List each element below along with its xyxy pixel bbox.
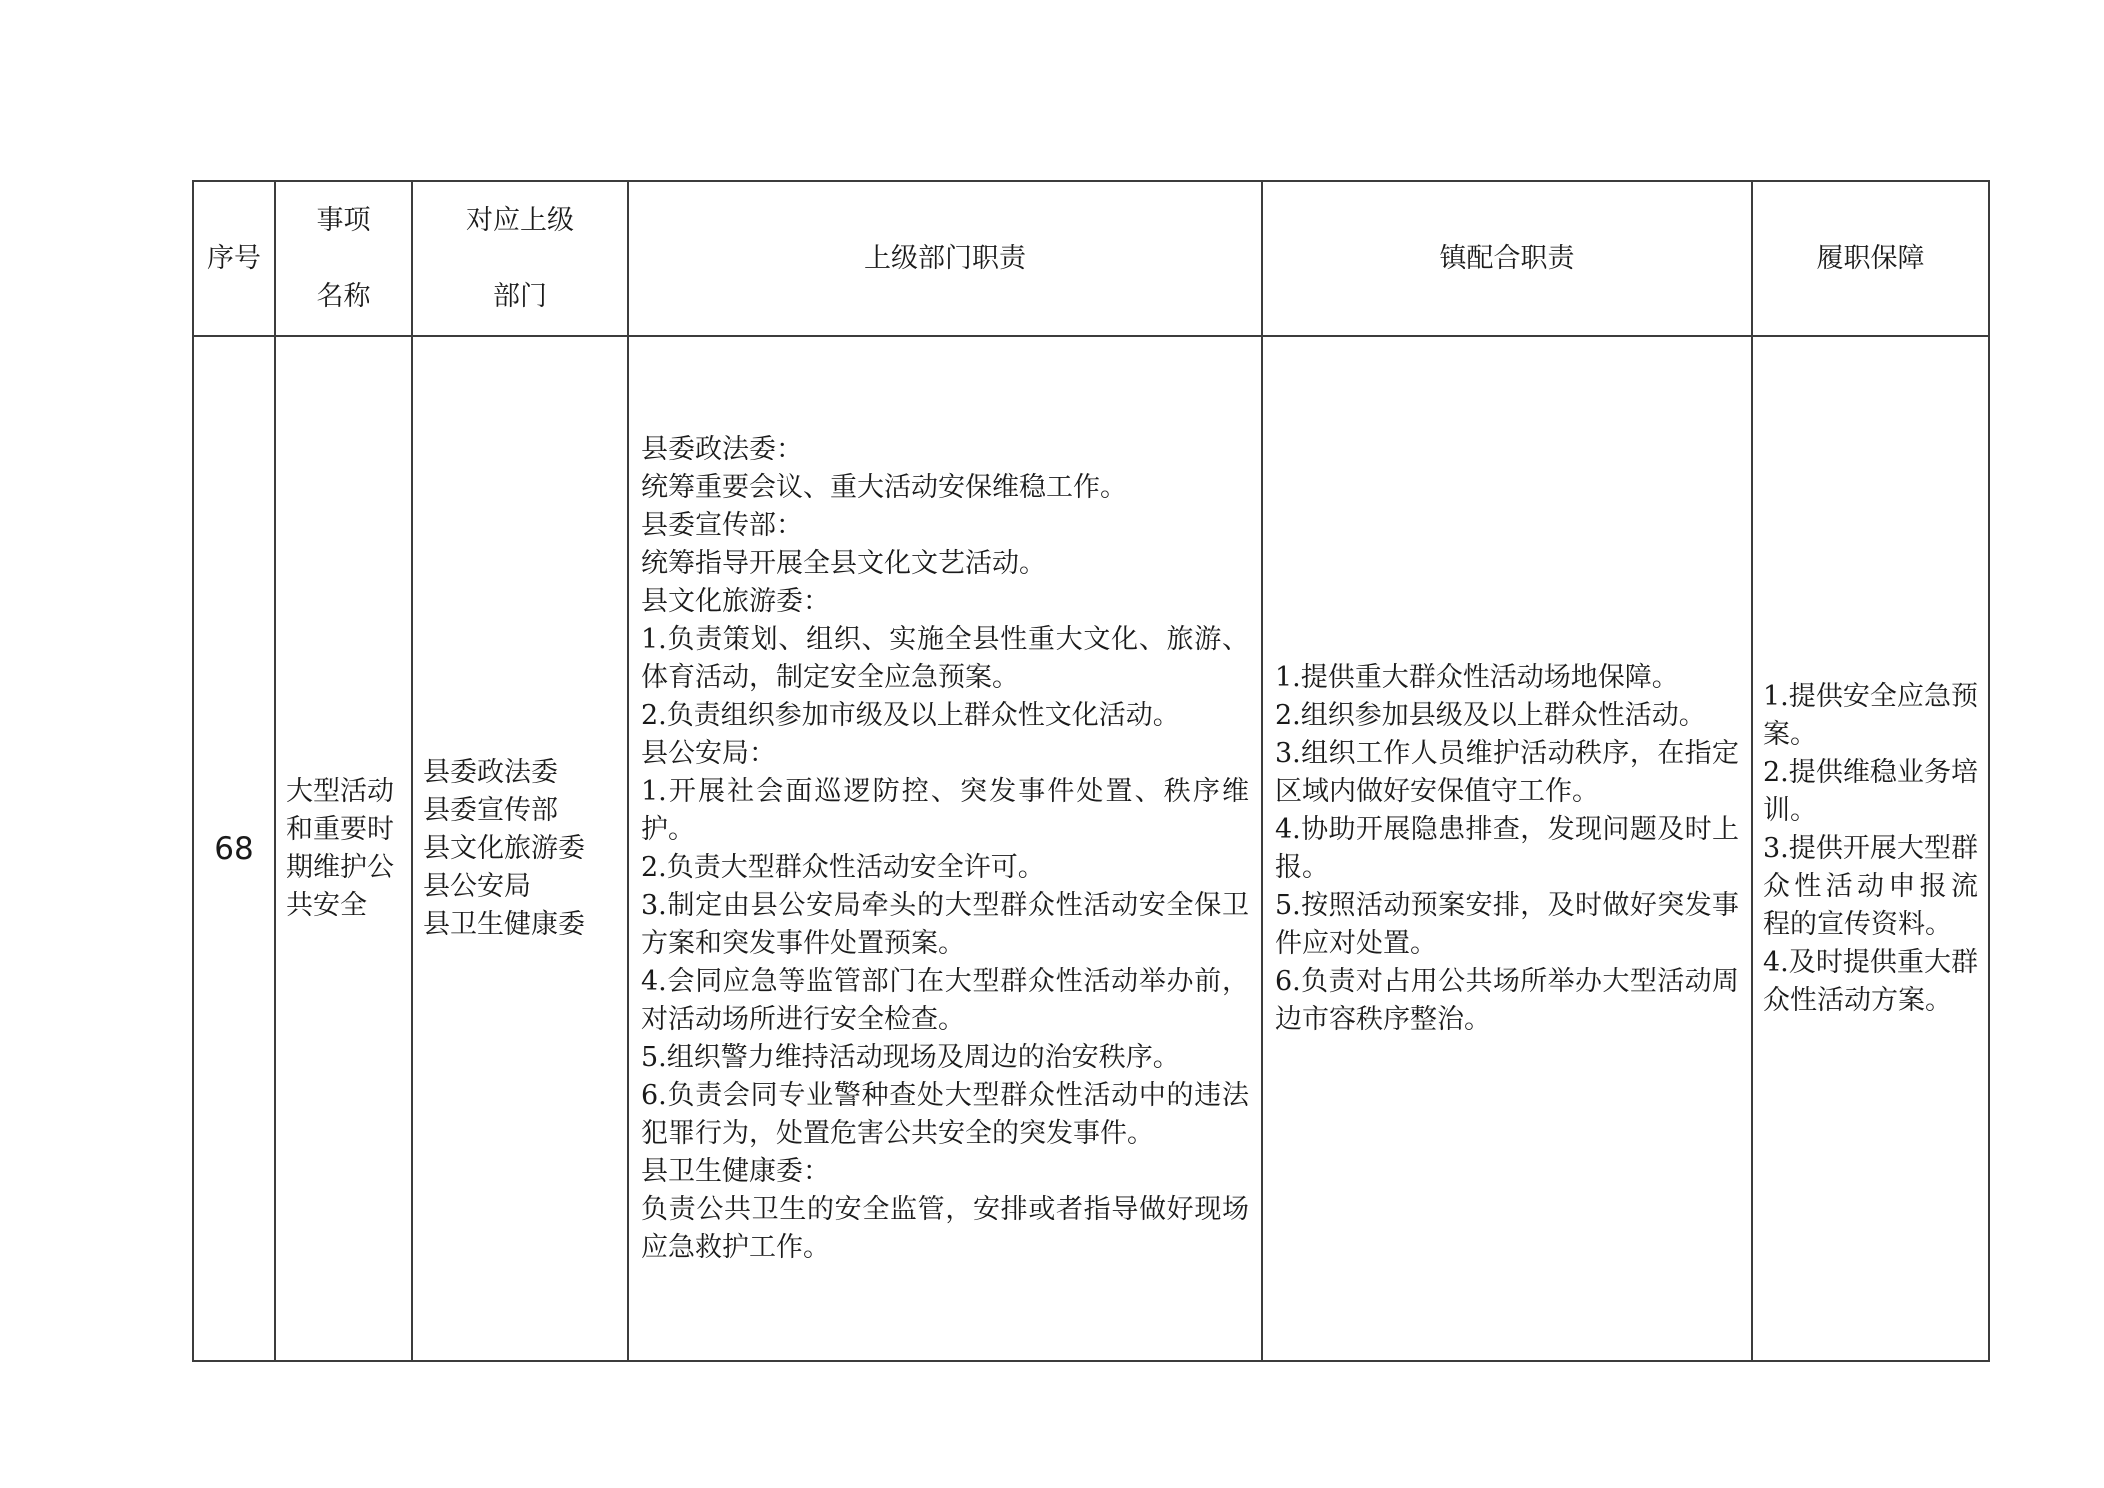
duty-paragraph: 3.制定由县公安局牵头的大型群众性活动安全保卫方案和突发事件处置预案。 [641, 889, 1249, 959]
item-name-text: 大型活动和重要时期维护公共安全 [286, 775, 394, 921]
town-duty-paragraph: 6.负责对占用公共场所举办大型活动周边市容秩序整治。 [1275, 965, 1739, 1035]
item-name-col-header [274, 182, 411, 337]
department-name: 县卫生健康委 [423, 908, 585, 940]
duty-guarantee-col-header [1751, 182, 1988, 337]
duty-guarantee-cell [1751, 337, 1988, 1360]
town-duty-paragraph: 2.组织参加县级及以上群众性活动。 [1275, 699, 1706, 731]
department-name: 县委政法委 [423, 756, 558, 788]
town-cooperation-duties-col-header [1261, 182, 1751, 337]
item-name-cell [274, 337, 411, 1360]
serial-number: 68 [214, 830, 254, 867]
duty-paragraph: 县卫生健康委： [641, 1155, 830, 1187]
town-cooperation-duties-cell [1261, 337, 1751, 1360]
duty-paragraph: 县公安局： [641, 737, 776, 769]
department-name: 县文化旅游委 [423, 832, 585, 864]
header-line: 上级部门职责 [864, 242, 1026, 274]
duty-paragraph: 2.负责组织参加市级及以上群众性文化活动。 [641, 699, 1180, 731]
town-duty-paragraph: 1.提供重大群众性活动场地保障。 [1275, 661, 1679, 693]
department-name: 县委宣传部 [423, 794, 558, 826]
town-duty-paragraph: 3.组织工作人员维护活动秩序，在指定区域内做好安保值守工作。 [1275, 737, 1739, 807]
duty-paragraph: 6.负责会同专业警种查处大型群众性活动中的违法犯罪行为，处置危害公共安全的突发事件。 [641, 1079, 1249, 1149]
superior-dept-duties-cell [627, 337, 1261, 1360]
header-line: 名称 [316, 280, 371, 312]
superior-dept-col-header [411, 182, 627, 337]
guarantee-paragraph: 2.提供维稳业务培训。 [1763, 756, 1978, 826]
duty-paragraph: 县委政法委： [641, 433, 803, 465]
duty-paragraph: 统筹指导开展全县文化文艺活动。 [641, 547, 1046, 579]
town-duty-paragraph: 4.协助开展隐患排查，发现问题及时上报。 [1275, 813, 1739, 883]
header-line: 履职保障 [1816, 242, 1925, 274]
guarantee-paragraph: 1.提供安全应急预案。 [1763, 680, 1978, 750]
duty-paragraph: 负责公共卫生的安全监管，安排或者指导做好现场应急救护工作。 [641, 1193, 1249, 1263]
header-line: 部门 [493, 280, 547, 312]
guarantee-paragraph: 3.提供开展大型群众性活动申报流程的宣传资料。 [1763, 832, 1978, 940]
serial-cell [194, 337, 274, 1360]
header-line: 对应上级 [466, 204, 574, 236]
duty-paragraph: 县文化旅游委： [641, 585, 830, 617]
duty-paragraph: 1.开展社会面巡逻防控、突发事件处置、秩序维护。 [641, 775, 1249, 845]
superior-dept-duties-col-header [627, 182, 1261, 337]
guarantee-paragraph: 4.及时提供重大群众性活动方案。 [1763, 946, 1978, 1016]
department-name: 县公安局 [423, 870, 531, 902]
town-duty-paragraph: 5.按照活动预案安排，及时做好突发事件应对处置。 [1275, 889, 1739, 959]
serial-col-header [194, 182, 274, 337]
responsibility-table [192, 180, 1990, 1362]
duty-paragraph: 1.负责策划、组织、实施全县性重大文化、旅游、体育活动，制定安全应急预案。 [641, 623, 1249, 693]
header-line: 镇配合职责 [1439, 242, 1575, 274]
duty-paragraph: 5.组织警力维持活动现场及周边的治安秩序。 [641, 1041, 1180, 1073]
duty-paragraph: 统筹重要会议、重大活动安保维稳工作。 [641, 471, 1127, 503]
duty-paragraph: 县委宣传部： [641, 509, 803, 541]
duty-paragraph: 2.负责大型群众性活动安全许可。 [641, 851, 1045, 883]
duty-paragraph: 4.会同应急等监管部门在大型群众性活动举办前，对活动场所进行安全检查。 [641, 965, 1249, 1035]
header-line: 事项 [316, 204, 371, 236]
superior-dept-cell [411, 337, 627, 1360]
header-line: 序号 [207, 242, 261, 274]
